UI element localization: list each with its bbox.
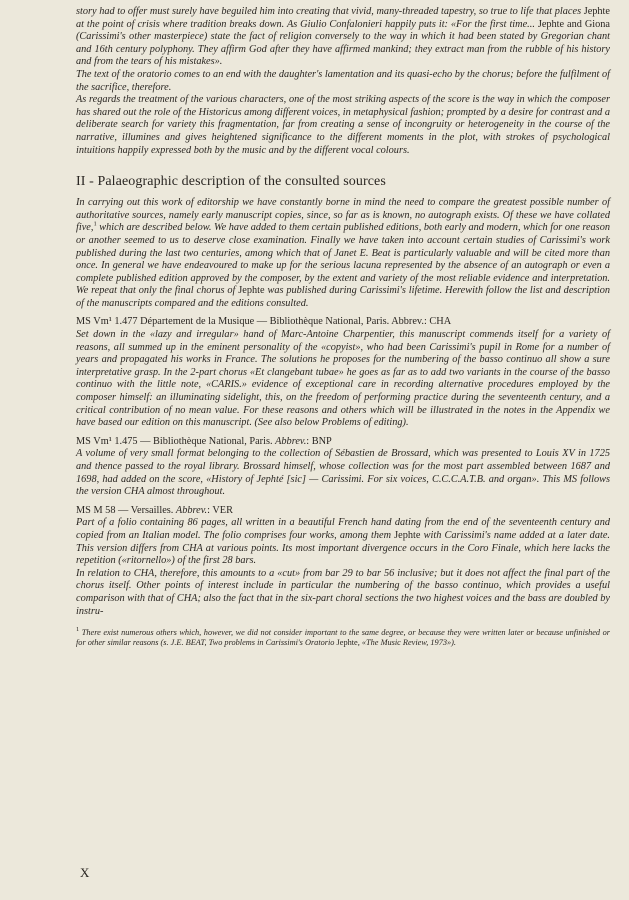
- footnote: $^1$ There exist numerous others which, however, we did not consider important to the same degree, or because they were written later or because unfinished or for other similar reasons (s. J.E. BEAT, Two problems in Carissimi's Oratorio Jephte, «The Music Review, 1973»).: [76, 626, 610, 648]
- intro-paragraph: As regards the treatment of the various characters, one of the most striking aspects of the score is the way in which the composer has shared out the role of the Historicus among different voices, in metaphysical fashion; prompted by a desire for contrast and a deliberate search for variety this fragmentation, far from creating a sense of incongruity or heterogeneity in the course of the narrative, illumines and gives heightened significance to the different moments in the plot, with strokes of psychological intuitions happily expressed both by the music and by the different vocal colours.: [76, 94, 610, 156]
- footnote-marker: 1: [93, 220, 97, 228]
- work-title: Jephte: [583, 6, 610, 17]
- source-description: A volume of very small format belonging to the collection of Sébastien de Brossard, which was presented to Louis XV in 1725 and thence passed to the royal library. Brossard himself, whose collection was for the most part assembled between 1687 and 1698, had added on the score, «History of Jephté [sic] — Carissimi. For six voices, C.C.C.A.T.B. and organ». This MS follows the version CHA almost throughout.: [76, 448, 610, 498]
- source-entry: [76, 505, 610, 618]
- source-title: MS M 58 — Versailles. Abbrev.: VER: [76, 504, 233, 516]
- section-heading: II - Palaeographic description of the consulted sources: [76, 174, 386, 190]
- work-title: Jephte: [394, 529, 421, 541]
- section-paragraph: In carrying out this work of editorship we have constantly borne in mind the need to compare the greatest possible number of authoritative sources, namely early manuscript copies, since, so far as is known, no autograph exists. Of these we have collated five,$^1$ which are described below. We have added to them certain published editions, both early and modern, which for one reason or another seemed to us to deserve close examination. Finally we have taken into account certain studies of Carissimi's work published during the last two centuries, among which that of Janet E. Beat is particularly valuable and will be cited more than once. In general we have endeavoured to make up for the serious lacuna represented by the absence of an autograph or even a complete published edition approved by the composer, by the extent and variety of the most reliable evidence and interpretation. We repeat that only the final chorus of Jephte was published during Carissimi's lifetime. Herewith follow the list and description of the manuscripts compared and the editions consulted.: [76, 197, 610, 309]
- page-body: [76, 6, 610, 649]
- source-entry: [76, 436, 610, 499]
- work-title: Jephte and Giona: [537, 18, 610, 30]
- intro-paragraph: story had to offer must surely have beguiled him into creating that vivid, many-threaded tapestry, so true to life that places Jephte at the point of crisis where tradition breaks down. As Giulio Confalonieri happily puts it: «For the first time... Jephte and Giona (Carissimi's other masterpiece) state the fact of religion conversely to the way in which it had been stated by Gregorian chant and 16th century polyphony. They affirm God after they have affirmed mankind; they extract man from the rubble of his history and from the tears of his mistakes».: [76, 6, 610, 68]
- source-title: MS Vm¹ 1.475 — Bibliothèque National, Paris. Abbrev.: BNP: [76, 435, 332, 447]
- work-title: Jephte: [238, 285, 265, 297]
- page-number: X: [80, 865, 90, 880]
- source-entry: [76, 316, 610, 429]
- source-description: In relation to CHA, therefore, this amounts to a «cut» from bar 29 to bar 56 inclusive; but it does not affect the final part of the chorus itself. Other points of interest include in particular the numbering of the basso continuo, which provides a useful comparison with that of CHA; also the fact that in the six-part choral sections the two highest voices and the bass are doubled by instru-: [76, 567, 610, 617]
- intro-paragraph: The text of the oratorio comes to an end with the daughter's lamentation and its quasi-echo by the chorus; before the fulfilment of the sacrifice, therefore.: [76, 68, 610, 93]
- source-description: Part of a folio containing 86 pages, all written in a beautiful French hand dating from the end of the seventeenth century and copied from an Italian model. The folio comprises four works, among them Jephte with Carissimi's name added at a later date. This version differs from CHA at various points. Its most important divergence occurs in the Coro Finale, which here lacks the repetition («ritornello») of the first 28 bars.: [76, 517, 610, 567]
- footnote-number: 1: [76, 626, 80, 634]
- source-title: MS Vm¹ 1.477 Département de la Musique — Bibliothèque National, Paris. Abbrev.: CHA: [76, 316, 452, 328]
- source-description: Set down in the «lazy and irregular» hand of Marc-Antoine Charpentier, this manuscript commends itself for a variety of reasons, all summed up in the eminent personality of the «copyist», who had been Carissimi's pupil in Rome for a number of years and propagated his works in France. The solutions he proposes for the numbering of the basso continuo all show a sure interpretative grasp. In the 2-part chorus «Et clangebant tubae» he goes as far as to add two variants in the course of the basso continuo with the little note, «CARIS.» evidence of exceptional care in recording alternative procedures employed by the composer himself: an illuminating sidelight, this, on the freedom of performing practice during the seventeenth century, and a critical contribution of no mean value. For these reasons and others which will be illustrated in the notes in the Appendix we have based our edition on this manuscript. (See also below Problems of editing).: [76, 329, 610, 429]
